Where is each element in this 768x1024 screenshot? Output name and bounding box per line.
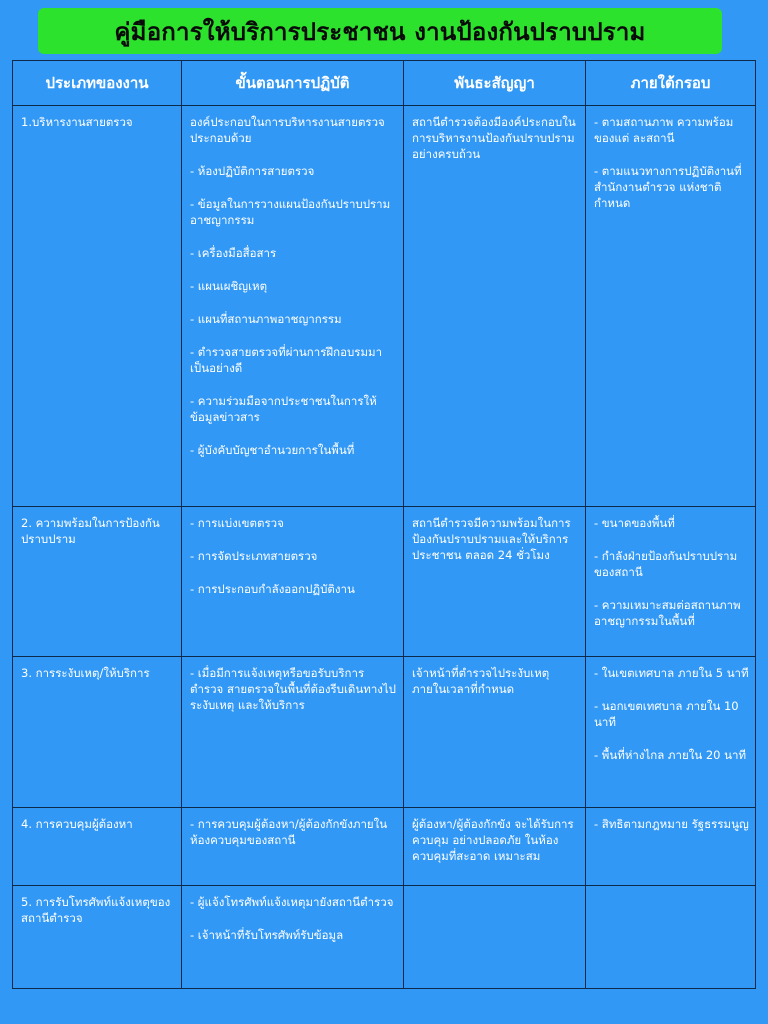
procedure-item: - การแบ่งเขตตรวจ	[190, 516, 284, 530]
cell-procedure	[182, 808, 404, 886]
procedure-item: - เครื่องมือสื่อสาร	[190, 246, 277, 260]
cell-framework	[586, 886, 756, 989]
cell-framework	[586, 507, 756, 657]
cell-framework	[586, 808, 756, 886]
procedure-item: - ข้อมูลในการวางแผนป้องกันปราบปรามอาชญากรรม	[190, 197, 391, 227]
table-row	[13, 808, 756, 886]
work-type-text: 3. การระงับเหตุ/ให้บริการ	[21, 666, 150, 680]
cell-commitment	[404, 808, 586, 886]
procedure-item: - ห้องปฏิบัติการสายตรวจ	[190, 164, 315, 178]
procedure-item: - ตำรวจสายตรวจที่ผ่านการฝึกอบรมมาเป็นอย่างดี	[190, 345, 383, 375]
procedure-item: - ความร่วมมือจากประชาชนในการให้ข้อมูลข่าวสาร	[190, 394, 377, 424]
table-row	[13, 507, 756, 657]
cell-framework	[586, 657, 756, 808]
framework-item: - ความเหมาะสมต่อสถานภาพ อาชญากรรมในพื้นที่	[594, 598, 741, 628]
header-procedure: ขั้นตอนการปฏิบัติ	[182, 61, 404, 106]
cell-work-type	[13, 507, 182, 657]
framework-item: - นอกเขตเทศบาล ภายใน 10 นาที	[594, 699, 739, 729]
cell-commitment	[404, 507, 586, 657]
header-commitment: พันธะสัญญา	[404, 61, 586, 106]
cell-procedure	[182, 106, 404, 507]
framework-item: - ตามสถานภาพ ความพร้อมของแต่ ละสถานี	[594, 115, 734, 145]
table-row	[13, 886, 756, 989]
procedure-item: - เจ้าหน้าที่รับโทรศัพท์รับข้อมูล	[190, 928, 344, 942]
procedure-item: - การควบคุมผู้ต้องหา/ผู้ต้องกักขังภายใน ห้องควบคุมของสถานี	[190, 817, 388, 847]
cell-work-type	[13, 657, 182, 808]
header-framework: ภายใต้กรอบ	[586, 61, 756, 106]
procedure-item: องค์ประกอบในการบริหารงานสายตรวจประกอบด้วย	[190, 115, 385, 145]
work-type-text: 4. การควบคุมผู้ต้องหา	[21, 817, 133, 831]
service-manual-table	[12, 60, 756, 989]
procedure-item: - แผนเผชิญเหตุ	[190, 279, 268, 293]
cell-framework	[586, 106, 756, 507]
framework-item: - ในเขตเทศบาล ภายใน 5 นาที	[594, 666, 749, 680]
framework-item: - ตามแนวทางการปฏิบัติงานที่ สำนักงานตำรวจ แห่งชาติกำหนด	[594, 164, 742, 210]
page-title: คู่มือการให้บริการประชาชน งานป้องกันปราบปราม	[114, 17, 646, 46]
commitment-text: สถานีตำรวจต้องมีองค์ประกอบในการบริหารงานป้องกันปราบปรามอย่างครบถ้วน	[412, 115, 576, 161]
work-type-text: 1.บริหารงานสายตรวจ	[21, 115, 133, 129]
work-type-text: 2. ความพร้อมในการป้องกันปราบปราม	[21, 516, 160, 546]
work-type-text: 5. การรับโทรศัพท์แจ้งเหตุของสถานีตำรวจ	[21, 895, 171, 925]
framework-item: - พื้นที่ห่างไกล ภายใน 20 นาที	[594, 748, 747, 762]
procedure-item: - ผู้บังคับบัญชาอำนวยการในพื้นที่	[190, 443, 355, 457]
cell-procedure	[182, 886, 404, 989]
framework-item: - สิทธิตามกฎหมาย รัฐธรรมนูญ	[594, 817, 749, 831]
title-banner	[38, 8, 722, 54]
table-row	[13, 657, 756, 808]
cell-commitment	[404, 886, 586, 989]
procedure-item: - เมื่อมีการแจ้งเหตุหรือขอรับบริการตำรวจ สายตรวจในพื้นที่ต้องรีบเดินทางไประงับเหตุ และให้บริการ	[190, 666, 396, 712]
cell-procedure	[182, 507, 404, 657]
cell-procedure	[182, 657, 404, 808]
cell-commitment	[404, 106, 586, 507]
procedure-item: - ผู้แจ้งโทรศัพท์แจ้งเหตุมายังสถานีตำรวจ	[190, 895, 394, 909]
cell-work-type	[13, 106, 182, 507]
cell-work-type	[13, 886, 182, 989]
procedure-item: - การประกอบกำลังออกปฏิบัติงาน	[190, 582, 355, 596]
procedure-item: - แผนที่สถานภาพอาชญากรรม	[190, 312, 342, 326]
framework-item: - ขนาดของพื้นที่	[594, 516, 675, 530]
table-row	[13, 106, 756, 507]
procedure-item: - การจัดประเภทสายตรวจ	[190, 549, 318, 563]
commitment-text: ผู้ต้องหา/ผู้ต้องกักขัง จะได้รับการควบคุม อย่างปลอดภัย ในห้องควบคุมที่สะอาด เหมาะสม	[412, 817, 574, 863]
header-row	[13, 61, 756, 106]
cell-work-type	[13, 808, 182, 886]
commitment-text: เจ้าหน้าที่ตำรวจไประงับเหตุภายในเวลาที่กำหนด	[412, 666, 550, 696]
header-work-type: ประเภทของงาน	[13, 61, 182, 106]
commitment-text: สถานีตำรวจมีความพร้อมในการป้องกันปราบปรามและให้บริการประชาชน ตลอด 24 ชั่วโมง	[412, 516, 571, 562]
cell-commitment	[404, 657, 586, 808]
framework-item: - กำลังฝ่ายป้องกันปราบปรามของสถานี	[594, 549, 738, 579]
